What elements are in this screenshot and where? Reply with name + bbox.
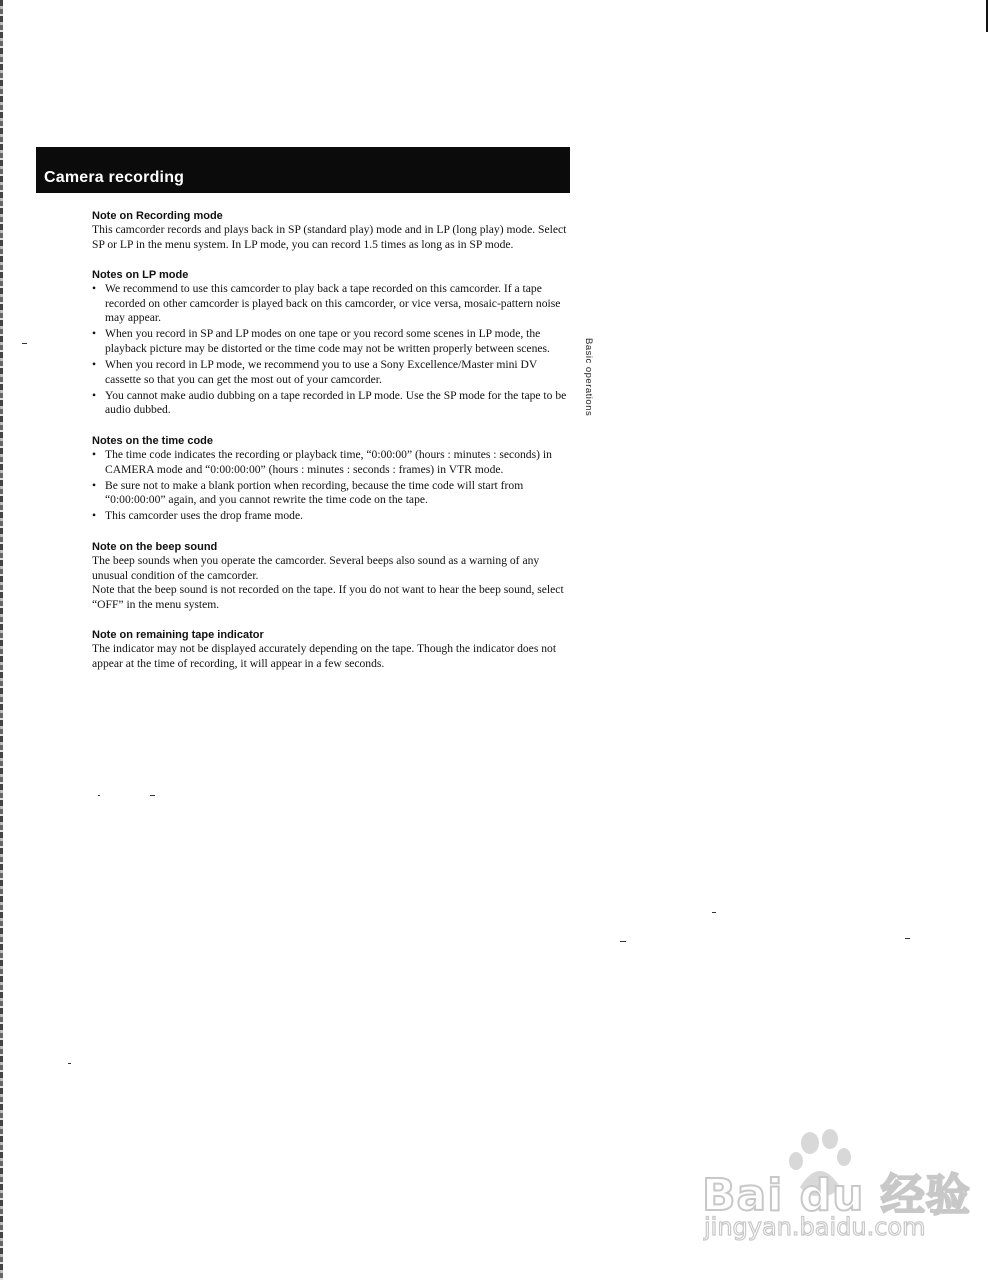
- bullet-list: [92, 448, 572, 524]
- section-beep-sound: [92, 540, 572, 612]
- section-heading: Notes on the time code: [92, 435, 214, 448]
- baidu-watermark: [700, 1125, 980, 1250]
- section-time-code: [92, 434, 572, 524]
- paragraph: This camcorder records and plays back in SP (standard play) mode and in LP (long play) mode. Select SP or LP in the menu system. In LP mode, you can record 1.5 times as long as in SP mode.: [92, 223, 567, 251]
- section-title-bar: [36, 147, 570, 193]
- section-tape-indicator: [92, 628, 572, 671]
- bullet-item: • This camcorder uses the drop frame mode.: [92, 509, 572, 524]
- section-heading: Note on Recording mode: [92, 210, 223, 222]
- section-heading: Note on the beep sound: [92, 541, 218, 553]
- scan-speck: [98, 795, 100, 796]
- page-content: [92, 209, 572, 688]
- bullet-item: • Be sure not to make a blank portion when recording, because the time code will start from “0:00:00:00” again, and you cannot rewrite the time code on the tape.: [92, 479, 572, 508]
- scan-speck: [150, 795, 155, 796]
- scan-speck: [68, 1063, 71, 1064]
- scan-speck: [712, 912, 716, 913]
- bullet-list: [92, 282, 572, 418]
- scan-speck: [620, 941, 626, 942]
- bullet-item: • When you record in SP and LP modes on one tape or you record some scenes in LP mode, the playback picture may be distorted or the time code may not be written properly between scenes.: [92, 327, 572, 356]
- scan-edge-left: [0, 0, 3, 1280]
- paragraph: The indicator may not be displayed accurately depending on the tape. Though the indicator does not appear at the time of recording, it will appear in a few seconds.: [92, 642, 557, 670]
- scan-speck: [905, 938, 910, 939]
- section-heading: Note on remaining tape indicator: [92, 629, 264, 642]
- side-tab-label: Basic operations: [583, 338, 594, 417]
- section-title: Camera recording: [44, 169, 185, 186]
- section-recording-mode: [92, 209, 572, 252]
- watermark-brand: Bai du 经验: [702, 1170, 971, 1221]
- bullet-item: • When you record in LP mode, we recommend you to use a Sony Excellence/Master mini DV cassette so that you can get the most out of your camcorder.: [92, 358, 572, 387]
- section-heading: Notes on LP mode: [92, 269, 189, 282]
- section-lp-mode: [92, 268, 572, 418]
- bullet-item: • You cannot make audio dubbing on a tape recorded in LP mode. Use the SP mode for the tape to be audio dubbed.: [92, 389, 572, 418]
- scan-speck: [22, 343, 27, 344]
- scan-edge-right: [986, 0, 988, 32]
- bullet-item: • We recommend to use this camcorder to play back a tape recorded on this camcorder. If a tape recorded on other camcorder is played back on this camcorder, or vice versa, mosaic-pattern noise may appear.: [92, 282, 572, 326]
- paragraph: The beep sounds when you operate the camcorder. Several beeps also sound as a warning of any unusual condition of the camcorder.: [92, 554, 540, 582]
- bullet-item: • The time code indicates the recording or playback time, “0:00:00” (hours : minutes : seconds) in CAMERA mode and “0:00:00:00” (hours : minutes : seconds : frames) in VTR mode.: [92, 448, 572, 477]
- paragraph: Note that the beep sound is not recorded on the tape. If you do not want to hear the beep sound, select “OFF” in the menu system.: [92, 583, 564, 611]
- watermark-url: jingyan.baidu.com: [704, 1213, 926, 1241]
